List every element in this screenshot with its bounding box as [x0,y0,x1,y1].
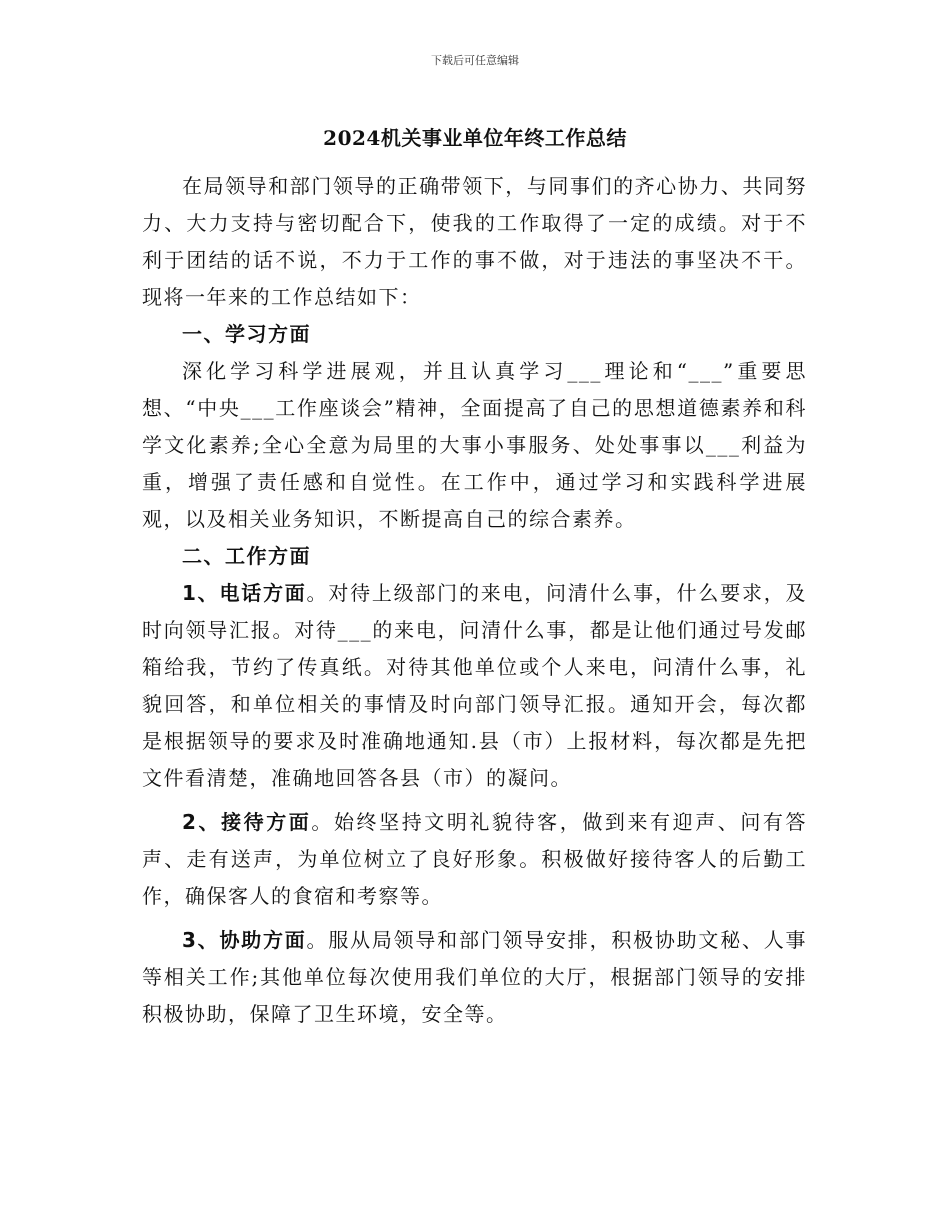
work-item-phone-body: 。对待上级部门的来电，问清什么事，什么要求，及时向领导汇报。对待___的来电，问清什么事，都是让他们通过号发邮箱给我，节约了传真纸。对待其他单位或个人来电，问清什么事，礼貌回答，和单位相关的事情及时向部门领导汇报。通知开会，每次都是根据领导的要求及时准确地通知.县（市）上报材料，每次都是先把文件看清楚，准确地回答各县（市）的凝问。 [142,581,808,790]
work-item-phone [142,575,807,797]
section-heading-work: 二、工作方面 [182,544,311,568]
section-study-paragraph: 深化学习科学进展观，并且认真学习___理论和“___”重要思想、“中央___工作座谈会”精神，全面提高了自己的思想道德素养和科学文化素养;全心全意为局里的大事小事服务、处处事事以___利益为重，增强了责任感和自觉性。在工作中，通过学习和实践科学进展观，以及相关业务知识，不断提高自己的综合素养。 [142,359,807,531]
work-item-assist [142,922,807,1033]
header-note: 下载后可任意编辑 [431,54,519,67]
document-body [142,168,807,1033]
work-item-reception-lead: 2、接待方面 [182,810,312,834]
work-item-assist-body: 。服从局领导和部门领导安排，积极协助文秘、人事等相关工作;其他单位每次使用我们单位的大厅，根据部门领导的安排积极协助，保障了卫生环境，安全等。 [142,928,808,1026]
intro-paragraph: 在局领导和部门领导的正确带领下，与同事们的齐心协力、共同努力、大力支持与密切配合下，使我的工作取得了一定的成绩。对于不利于团结的话不说，不力于工作的事不做，对于违法的事坚决不干。现将一年来的工作总结如下： [142,174,807,309]
work-item-assist-lead: 3、协助方面 [182,928,307,952]
section-heading-study: 一、学习方面 [182,322,311,346]
work-item-reception [142,804,807,915]
document-title: 2024机关事业单位年终工作总结 [323,126,627,150]
work-item-phone-lead: 1、电话方面 [182,581,307,605]
work-item-reception-body: 。始终坚持文明礼貌待客，做到来有迎声、问有答声、走有送声，为单位树立了良好形象。积极做好接待客人的后勤工作，确保客人的食宿和考察等。 [142,810,808,908]
